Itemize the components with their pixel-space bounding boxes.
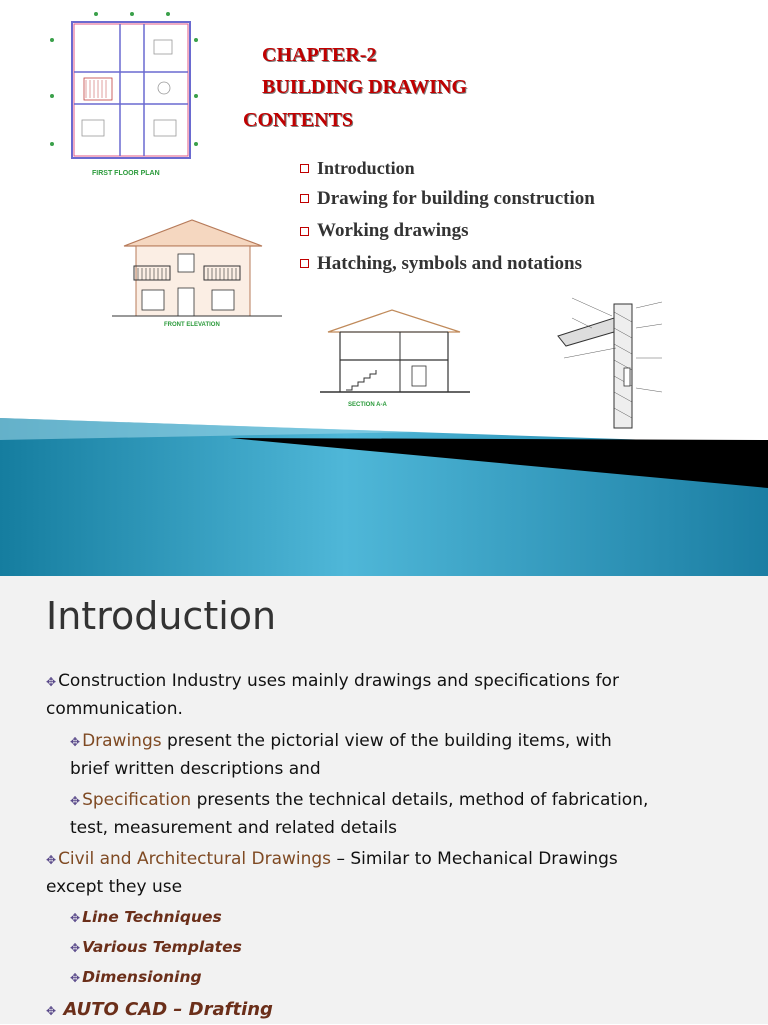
bullet-icon: ✥ [70,941,81,955]
sub-item-line-techniques: ✥ Line Techniques [70,908,222,926]
contents-item: Introduction [300,154,595,182]
bullet-icon: ✥ [70,911,81,925]
chapter-subtitle: BUILDING DRAWING [262,76,468,98]
square-bullet-icon [300,194,309,203]
bullet-icon: ✥ [46,853,57,867]
bullet-icon: ✥ [46,1004,57,1018]
bullet-icon: ✥ [70,735,81,749]
introduction-title: Introduction [46,594,277,638]
square-bullet-icon [300,164,309,173]
floor-plan-caption: FIRST FLOOR PLAN [92,170,160,177]
decorative-band [0,400,768,576]
paragraph-drawings: ✥ Drawings present the pictorial view of the building items, with brief written descriptions and [70,731,612,779]
contents-item: Working drawings [300,215,595,247]
contents-heading: CONTENTS [243,109,354,131]
paragraph-specification: ✥ Specification presents the technical details, method of fabrication, test, measurement and related details [70,790,649,838]
bullet-icon: ✥ [46,675,57,689]
bullet-icon: ✥ [70,794,81,808]
paragraph-construction: ✥ Construction Industry uses mainly drawings and specifications for communication. [46,671,619,719]
sub-item-dimensioning: ✥ Dimensioning [70,968,202,986]
sub-item-templates: ✥ Various Templates [70,938,242,956]
square-bullet-icon [300,227,309,236]
autocad-item: ✥ AUTO CAD – Drafting [46,999,273,1020]
contents-list [300,154,595,280]
contents-item: Hatching, symbols and notations [300,247,595,280]
chapter-title: CHAPTER-2 [262,44,377,66]
elevation-caption: FRONT ELEVATION [164,322,220,328]
section-caption: SECTION A-A [348,402,387,408]
paragraph-civil: ✥ Civil and Architectural Drawings – Similar to Mechanical Drawings except they use [46,849,618,897]
square-bullet-icon [300,259,309,268]
bullet-icon: ✥ [70,971,81,985]
contents-item: Drawing for building construction [300,182,595,215]
floor-plan-drawing [44,10,204,178]
elevation-drawing [112,198,282,358]
